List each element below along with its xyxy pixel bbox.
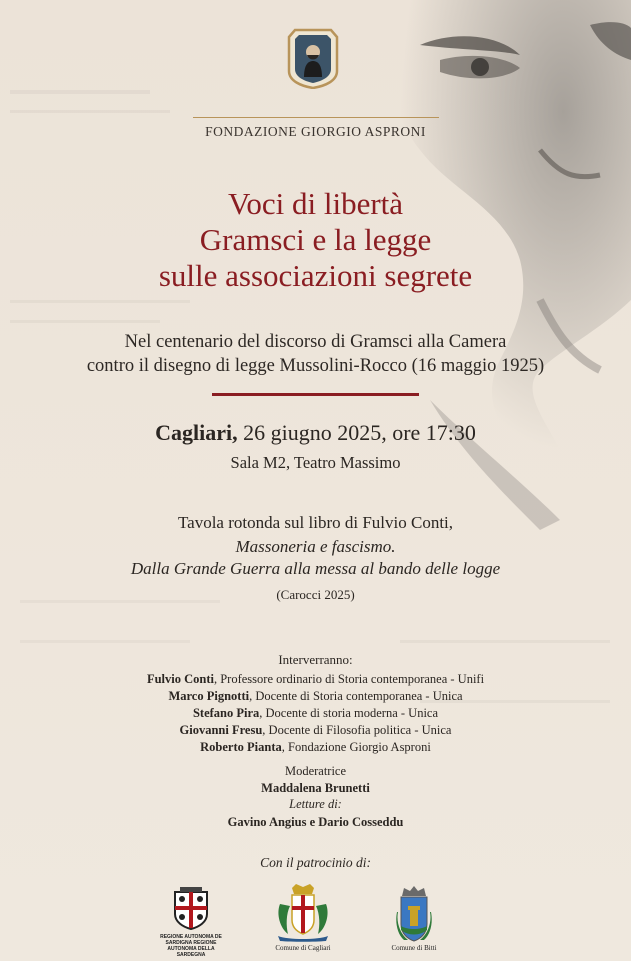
event-city: Cagliari, <box>155 420 238 445</box>
title-line-1: Voci di libertà <box>227 186 404 221</box>
foundation-name: FONDAZIONE GIORGIO ASPRONI <box>205 124 426 139</box>
speakers-intro: Interverranno: <box>278 652 353 667</box>
speaker-role: , Docente di Filosofia politica - Unica <box>262 723 452 737</box>
foundation-crest-logo <box>285 27 341 89</box>
speaker-role: , Docente di Storia contemporanea - Unica <box>249 689 463 703</box>
speaker-role: , Professore ordinario di Storia contemporanea - Unifi <box>213 672 485 686</box>
speaker-role: , Fondazione Giorgio Asproni <box>281 740 431 754</box>
speaker-row <box>0 739 631 756</box>
book-subtitle: Dalla Grande Guerra alla messa al bando delle logge <box>130 559 501 578</box>
readings-label: Letture di: <box>289 797 342 811</box>
speaker-name: Marco Pignotti <box>168 689 250 703</box>
regione-sardegna-caption: REGIONE AUTONOMA DE SARDIGNA REGIONE AUTONOMA DELLA SARDEGNA <box>160 934 222 958</box>
moderator-label: Moderatrice <box>284 764 347 778</box>
foundation-divider <box>193 117 439 118</box>
speaker-role: , Docente di storia moderna - Unica <box>259 706 439 720</box>
comune-cagliari-logo <box>274 884 332 942</box>
speaker-row <box>0 722 631 739</box>
comune-bitti-logo <box>396 886 432 942</box>
comune-cagliari-caption: Comune di Cagliari <box>275 944 331 952</box>
event-date <box>0 420 631 446</box>
speaker-name: Fulvio Conti <box>146 672 214 686</box>
readers-names: Gavino Angius e Dario Cosseddu <box>227 815 404 829</box>
regione-sardegna-logo <box>172 886 210 930</box>
comune-bitti-caption: Comune di Bitti <box>391 944 437 952</box>
speaker-name: Giovanni Fresu <box>179 723 263 737</box>
speaker-name: Stefano Pira <box>192 706 260 720</box>
title-line-3: sulle associazioni segrete <box>158 258 473 293</box>
patronage-label: Con il patrocinio di: <box>260 855 371 870</box>
red-divider <box>212 393 419 396</box>
book-intro: Tavola rotonda sul libro di Fulvio Conti, <box>177 513 454 532</box>
title-line-2: Gramsci e la legge <box>199 222 432 257</box>
speaker-row <box>0 705 631 722</box>
subtitle-line-2: contro il disegno di legge Mussolini-Rocco (16 maggio 1925) <box>86 356 545 376</box>
moderator-name: Maddalena Brunetti <box>261 781 370 795</box>
event-datetime: 26 giugno 2025, ore 17:30 <box>237 420 476 445</box>
speaker-row <box>0 688 631 705</box>
speaker-name: Roberto Pianta <box>200 740 282 754</box>
subtitle-line-1: Nel centenario del discorso di Gramsci alla Camera <box>124 332 507 352</box>
book-publisher: (Carocci 2025) <box>276 587 355 602</box>
book-title: Massoneria e fascismo. <box>235 537 396 556</box>
event-venue: Sala M2, Teatro Massimo <box>230 453 401 472</box>
speaker-row <box>0 671 631 688</box>
